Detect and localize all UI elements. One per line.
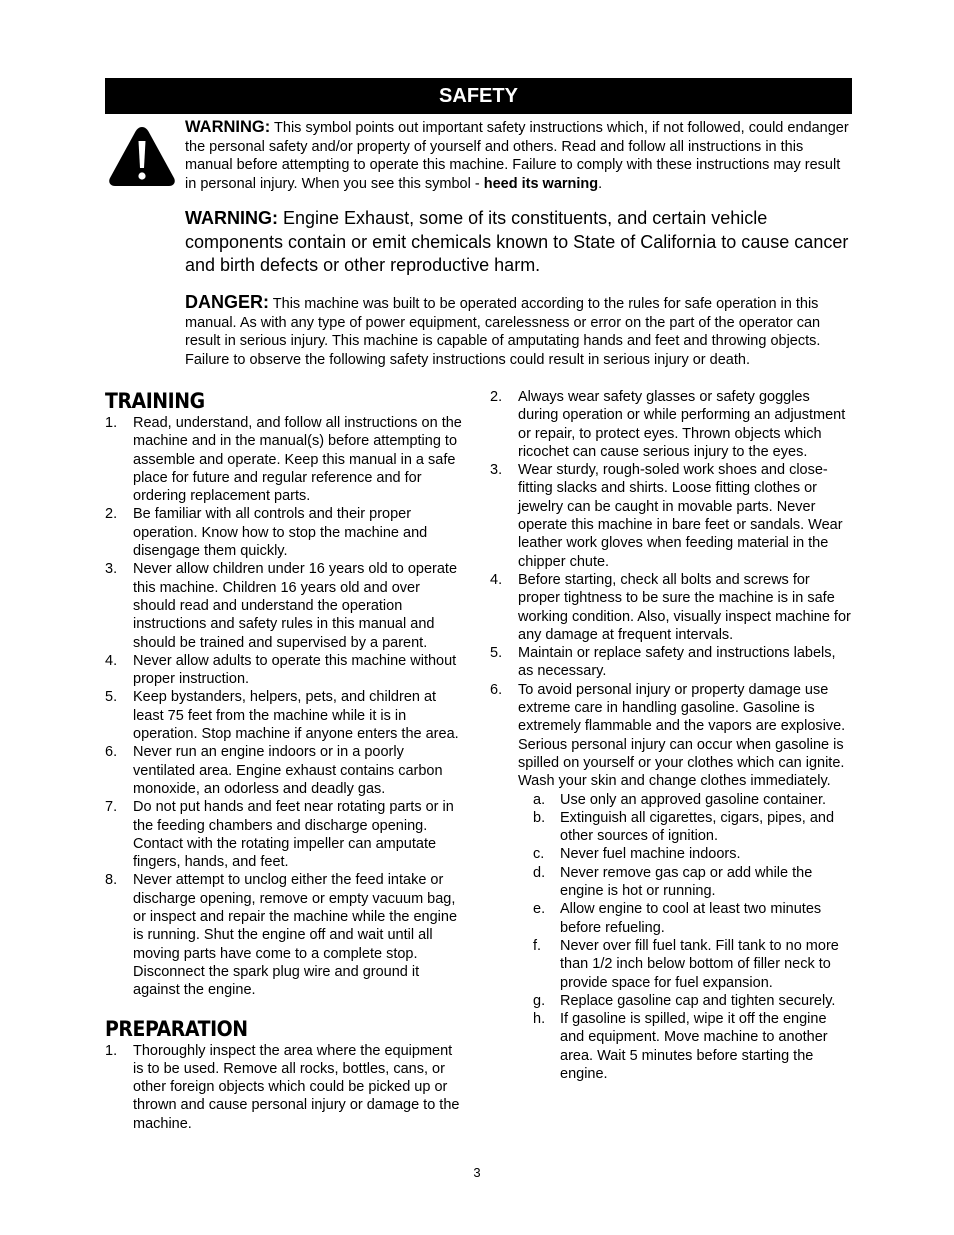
item-number: e. xyxy=(533,901,546,918)
item-text: Use only an approved gasoline container. xyxy=(560,791,827,808)
list-item xyxy=(105,871,465,999)
sub-list-item xyxy=(518,937,852,992)
list-item xyxy=(490,571,852,644)
list-item xyxy=(105,798,465,871)
training-heading: TRAINING xyxy=(105,389,205,413)
list-item xyxy=(105,743,465,798)
preparation-heading: PREPARATION xyxy=(105,1016,248,1041)
item-text: Wear sturdy, rough-soled work shoes and close-fitting slacks and shirts. Loose fitting clothes or jewelry can be caught in movable parts. Never operate this machine in bare feet or sandals. Wear leather work gloves when feeding material in the chipper chute. xyxy=(518,462,843,570)
list-item xyxy=(105,688,465,743)
item-text: If gasoline is spilled, wipe it off the engine and equipment. Move machine to another area. Wait 5 minutes before starting the engine. xyxy=(560,1011,828,1082)
warning-notice xyxy=(185,118,850,193)
item-text: Never remove gas cap or add while the engine is hot or running. xyxy=(560,864,813,900)
sub-list-item xyxy=(518,1010,852,1083)
list-item xyxy=(490,461,852,571)
item-number: b. xyxy=(533,809,546,826)
sub-list-item xyxy=(518,900,852,937)
item-number: 5. xyxy=(490,645,503,662)
item-number: 8. xyxy=(105,872,118,889)
item-text: Never allow children under 16 years old to operate this machine. Children 16 years old and over should read and understand the operation instructions and safety rules in this manual and should be trained and supervised by a parent. xyxy=(133,561,458,651)
item-number: f. xyxy=(533,937,542,954)
preparation-list-continued xyxy=(490,388,852,1083)
gasoline-sublist xyxy=(518,791,852,1084)
item-text: Read, understand, and follow all instructions on the machine and in the manual(s) before attempting to assemble and operate. Keep this manual in a safe place for future and regular reference and for ordering replacement parts. xyxy=(133,415,462,505)
item-number: 7. xyxy=(105,799,118,816)
item-text: Before starting, check all bolts and screws for proper tightness to be sure the machine is in safe working condition. Also, visually inspect machine for any damage at frequent intervals. xyxy=(518,571,851,643)
safety-banner xyxy=(105,78,852,114)
danger-label: DANGER: xyxy=(185,292,269,312)
warning-label: WARNING: xyxy=(185,118,271,136)
item-number: 4. xyxy=(105,652,118,669)
preparation-list xyxy=(105,1042,465,1133)
item-text: Replace gasoline cap and tighten securely. xyxy=(560,992,836,1009)
california-warning-text: Engine Exhaust, some of its constituents, and certain vehicle components contain or emit chemicals known to State of California to cause cancer and birth defects or other reproductive harm. xyxy=(185,208,849,275)
item-number: 2. xyxy=(105,506,118,523)
list-item xyxy=(490,681,852,1084)
item-number: 1. xyxy=(105,415,118,431)
item-number: 3. xyxy=(490,462,503,479)
sub-list-item xyxy=(518,809,852,846)
item-text: Never allow adults to operate this machine without proper instruction. xyxy=(133,652,457,688)
sub-list-item xyxy=(518,791,852,809)
sub-list-item xyxy=(518,864,852,901)
list-item xyxy=(490,388,852,461)
list-item xyxy=(105,414,465,505)
item-number: 5. xyxy=(105,689,118,706)
item-number: 3. xyxy=(105,561,118,578)
list-item xyxy=(105,652,465,689)
warning-emphasis: heed its warning xyxy=(483,175,599,192)
item-text: Maintain or replace safety and instructions labels, as necessary. xyxy=(518,645,836,680)
item-number: 2. xyxy=(490,389,503,405)
warning-label: WARNING: xyxy=(185,208,278,228)
item-text: Thoroughly inspect the area where the equipment is to be used. Remove all rocks, bottles, cans, or other foreign objects which could be picked up or thrown and cause personal injury or damage to the machine. xyxy=(133,1042,460,1132)
item-number: a. xyxy=(533,791,546,808)
sub-list-item xyxy=(518,992,852,1010)
left-column xyxy=(105,388,465,1133)
item-number: 6. xyxy=(105,744,118,761)
item-text: Never over fill fuel tank. Fill tank to no more than 1/2 inch below bottom of filler neck to provide space for fuel expansion. xyxy=(560,937,839,991)
item-number: h. xyxy=(533,1011,546,1028)
safety-banner-title: SAFETY xyxy=(439,84,518,107)
danger-text: This machine was built to be operated according to the rules for safe operation in this manual. As with any type of power equipment, carelessness or error on the part of the operator can result in serious injury. This machine is capable of amputating hands and feet and throwing objects. Failure to observe the following safety instructions could result in serious injury or death. xyxy=(185,296,821,368)
item-text: Never attempt to unclog either the feed intake or discharge opening, remove or empty vacuum bag, or inspect and repair the machine while the engine is running. Shut the engine off and wait until all moving parts have come to a complete stop. Disconnect the spark plug wire and ground it against the engine. xyxy=(133,872,458,999)
item-text: Never run an engine indoors or in a poorly ventilated area. Engine exhaust contains carbon monoxide, an odorless and deadly gas. xyxy=(133,744,443,797)
item-number: d. xyxy=(533,864,546,881)
item-text: Be familiar with all controls and their proper operation. Know how to stop the machine and disengage them quickly. xyxy=(133,506,428,560)
right-column xyxy=(490,388,852,1083)
item-text: Never fuel machine indoors. xyxy=(560,846,741,863)
item-text: Do not put hands and feet near rotating parts or in the feeding chambers and discharge opening. Contact with the rotating impeller can amputate fingers, hands, and feet. xyxy=(133,799,454,871)
sub-list-item xyxy=(518,845,852,863)
list-item xyxy=(490,644,852,681)
warning-text: This symbol points out important safety instructions which, if not followed, could endanger the personal safety and/or property of yourself and others. Read and follow all instructions in this manual before attempting to operate this machine. Failure to comply with these instructions may result in personal injury. When you see this symbol - xyxy=(185,120,849,192)
item-number: g. xyxy=(533,992,546,1009)
list-item xyxy=(105,505,465,560)
item-number: c. xyxy=(533,846,545,863)
warning-end: . xyxy=(598,175,603,192)
list-item xyxy=(105,1042,465,1133)
item-text: Allow engine to cool at least two minutes before refueling. xyxy=(560,901,822,936)
item-number: 1. xyxy=(105,1042,118,1059)
page-number: 3 xyxy=(473,1165,481,1180)
item-text: Extinguish all cigarettes, cigars, pipes, and other sources of ignition. xyxy=(560,809,835,845)
california-warning-notice xyxy=(185,207,850,278)
item-text: Keep bystanders, helpers, pets, and children at least 75 feet from the machine while it is in operation. Stop machine if anyone enters the area. xyxy=(133,689,459,743)
item-text: Always wear safety glasses or safety goggles during operation or while performing an adjustment or repair, to protect eyes. Thrown objects which ricochet can cause serious injury to the eyes. xyxy=(518,389,846,460)
item-number: 6. xyxy=(490,681,503,698)
list-item xyxy=(105,560,465,651)
item-number: 4. xyxy=(490,571,503,588)
danger-notice xyxy=(185,293,850,369)
training-list xyxy=(105,414,465,1000)
warning-triangle-icon xyxy=(107,125,177,188)
item-text: To avoid personal injury or property damage use extreme care in handling gasoline. Gasoline is extremely flammable and the vapors are explosive. Serious personal injury can occur when gasoline is spilled on yourself or your clothes which can ignite. Wash your skin and change clothes immediately. xyxy=(518,681,846,790)
